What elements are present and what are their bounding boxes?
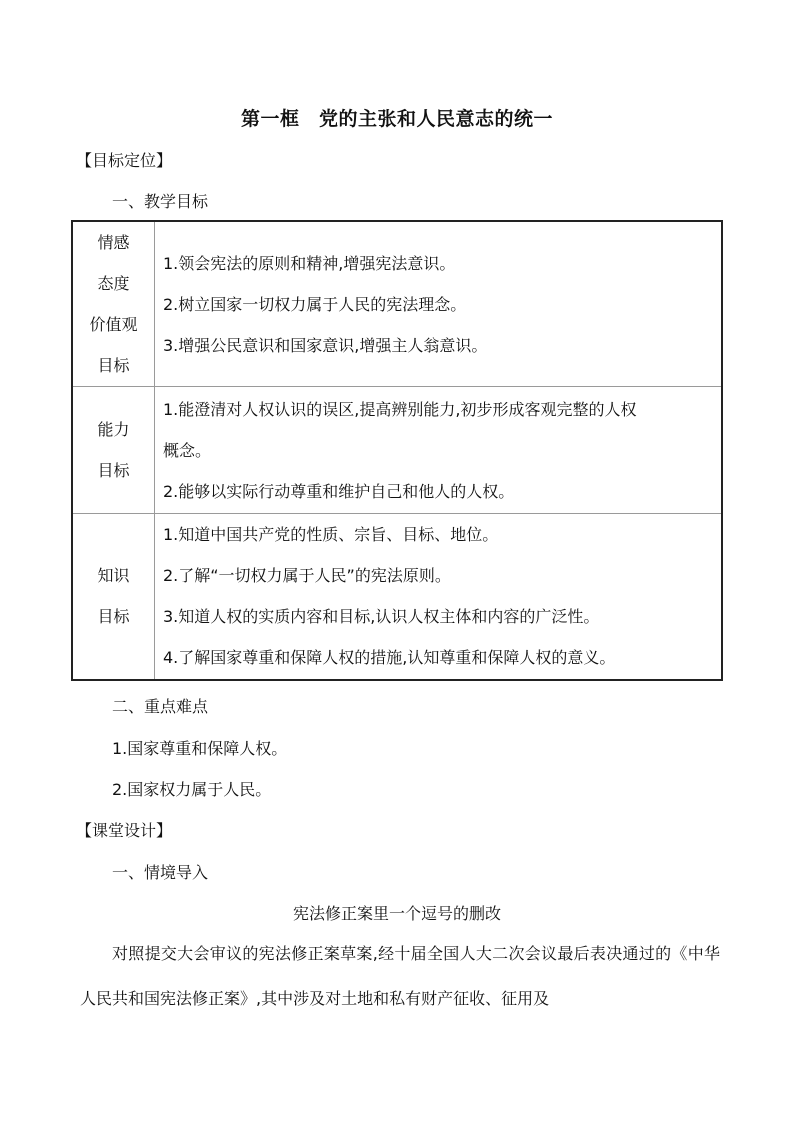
category-text: 价值观 <box>89 315 138 334</box>
section-objectives-label: 【目标定位】 <box>76 151 173 170</box>
goal-item: 1.能澄清对人权认识的误区,提高辨别能力,初步形成客观完整的人权 <box>163 399 637 419</box>
goal-item: 3.增强公民意识和国家意识,增强主人翁意识。 <box>163 335 488 355</box>
goal-items-cell <box>155 387 723 514</box>
page-title: 第一框 党的主张和人民意志的统一 <box>240 108 553 130</box>
goal-item: 4.了解国家尊重和保障人权的措施,认知尊重和保障人权的意义。 <box>163 648 616 668</box>
category-text: 态度 <box>97 274 130 293</box>
category-text: 能力 <box>97 420 130 439</box>
table-row <box>72 514 722 680</box>
goal-item: 1.领会宪法的原则和精神,增强宪法意识。 <box>163 253 456 273</box>
category-text: 目标 <box>97 356 130 375</box>
teaching-goals-heading: 一、教学目标 <box>112 192 209 211</box>
goals-table <box>71 220 723 681</box>
category-text: 目标 <box>97 607 130 627</box>
section-design-label: 【课堂设计】 <box>76 821 173 840</box>
goal-item: 概念。 <box>163 440 212 460</box>
goal-item: 2.树立国家一切权力属于人民的宪法理念。 <box>163 294 467 314</box>
goal-items-cell <box>155 514 723 680</box>
goal-item: 2.能够以实际行动尊重和维护自己和他人的人权。 <box>163 481 515 501</box>
table-row <box>72 387 722 514</box>
key-point-item: 1.国家尊重和保障人权。 <box>112 739 288 758</box>
goal-item: 3.知道人权的实质内容和目标,认识人权主体和内容的广泛性。 <box>163 607 600 627</box>
category-text: 情感 <box>97 233 130 252</box>
key-point-item: 2.国家权力属于人民。 <box>112 780 272 799</box>
goal-category-cell <box>72 387 155 514</box>
goal-item: 1.知道中国共产党的性质、宗旨、目标、地位。 <box>163 525 499 545</box>
category-text: 目标 <box>97 461 130 480</box>
story-paragraph: 对照提交大会审议的宪法修正案草案,经十届全国人大二次会议最后表决通过的《中华人民共和国宪法修正案》,其中涉及对土地和私有财产征收、征用及 <box>80 944 720 1008</box>
intro-heading: 一、情境导入 <box>112 863 209 882</box>
goal-item: 2.了解“一切权力属于人民”的宪法原则。 <box>163 566 451 586</box>
goal-items-cell <box>155 221 723 387</box>
story-title: 宪法修正案里一个逗号的删改 <box>292 904 501 923</box>
goal-category-cell <box>72 514 155 680</box>
goal-category-cell <box>72 221 155 387</box>
category-text: 知识 <box>97 566 130 586</box>
table-row <box>72 221 722 387</box>
key-points-heading: 二、重点难点 <box>112 697 209 716</box>
